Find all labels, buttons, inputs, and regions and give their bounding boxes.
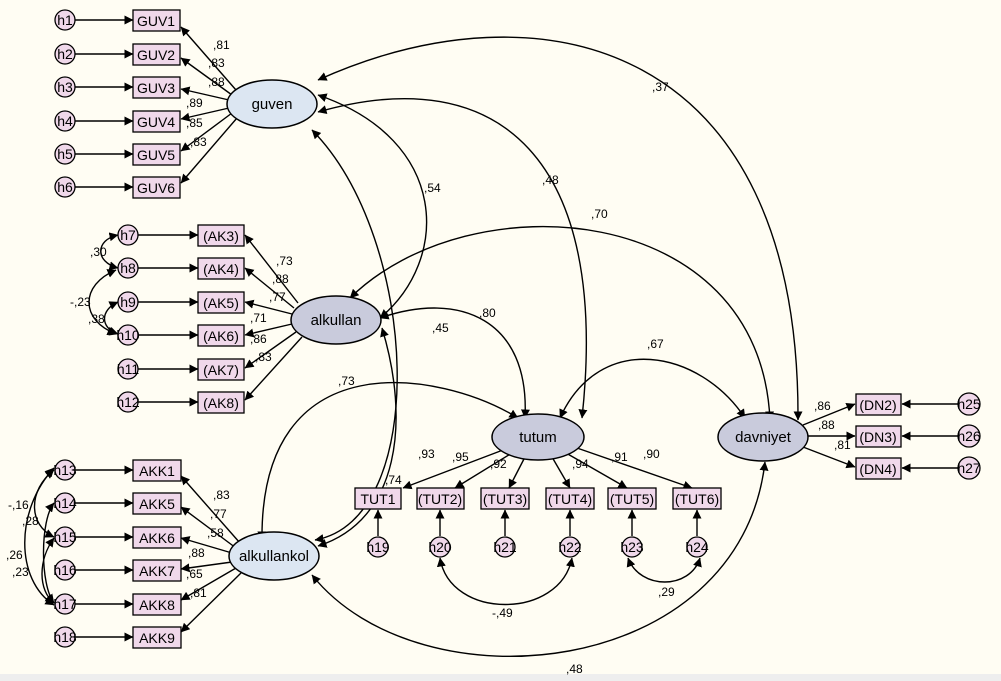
error-label: h24: [685, 539, 709, 555]
loading-akk5: ,77: [210, 507, 227, 521]
latent-tutum: [492, 414, 584, 460]
loading-guv2: ,83: [208, 56, 225, 70]
indicator-guv2: [133, 44, 180, 65]
indicator-label: (AK8): [203, 395, 239, 411]
corr-tutum-davniyet: [560, 359, 745, 418]
error-h17: [53, 594, 77, 614]
loading-akk8: ,65: [186, 567, 203, 581]
indicator-label: (AK6): [203, 328, 239, 344]
error-h4: [55, 111, 75, 131]
indicator-label: (TUT6): [674, 491, 720, 507]
error-h5: [55, 144, 75, 164]
error-label: h10: [116, 327, 140, 343]
cov-h20-h22: -,49: [492, 606, 513, 620]
loading-dn2: ,86: [814, 399, 831, 413]
loading-ak5: ,77: [269, 290, 286, 304]
error-h26: [957, 425, 981, 447]
alkullankol-block: [6, 460, 241, 648]
error-h18: [53, 627, 77, 647]
indicator-label: AKK7: [139, 563, 175, 579]
indicator-label: AKK5: [139, 496, 175, 512]
cov-h8-h10: -,23: [70, 295, 91, 309]
indicator-label: GUV3: [136, 80, 176, 96]
latent-davniyet: [718, 413, 808, 461]
indicator-akk8: [133, 594, 181, 615]
corr-alkullankol-tutum: [262, 383, 518, 540]
loading-ak4: ,88: [272, 272, 289, 286]
indicator-dn4: [856, 458, 901, 479]
cov-h14-h17: ,28: [22, 514, 39, 528]
error-h22: [558, 537, 582, 557]
loading-akk6: ,58: [207, 526, 224, 540]
tutum-block: [355, 447, 721, 620]
error-h6: [55, 177, 75, 197]
indicator-label: (TUT5): [609, 491, 655, 507]
corr-guven-tutum: [318, 99, 586, 418]
cov-h13-h17: ,26: [6, 548, 23, 562]
error-label: h15: [53, 529, 77, 545]
error-label: h14: [53, 495, 77, 511]
error-label: h9: [120, 294, 136, 310]
indicator-label: (AK3): [203, 228, 239, 244]
indicator-guv1: [133, 10, 180, 31]
label-alkullan-davniyet: ,70: [591, 207, 608, 221]
label-alkullankol-davniyet: ,48: [566, 662, 583, 676]
error-h12: [116, 392, 140, 412]
indicator-akk9: [133, 627, 181, 648]
loading-tut1: ,74: [385, 473, 402, 487]
loading-guv6: ,83: [190, 135, 207, 149]
indicator-dn3: [856, 426, 901, 447]
indicator-guv5: [133, 144, 180, 165]
latent-alkullankol-label: alkullankol: [238, 548, 310, 565]
loading-ak7: ,86: [250, 332, 267, 346]
error-h21: [493, 537, 517, 557]
indicator-label: AKK1: [139, 463, 175, 479]
indicator-akk1: [133, 460, 181, 481]
indicator-ak3: [198, 225, 244, 246]
indicator-label: GUV1: [136, 13, 176, 29]
latent-alkullankol: [229, 532, 319, 580]
indicator-ak5: [198, 292, 244, 313]
loading-tut5: ,94: [572, 457, 589, 471]
error-label: h13: [53, 462, 77, 478]
indicator-label: (DN3): [859, 429, 897, 445]
indicator-label: GUV2: [136, 47, 176, 63]
error-label: h22: [558, 539, 582, 555]
loading-tut6: ,91: [611, 450, 628, 464]
loading-guv4: ,89: [186, 96, 203, 110]
indicator-akk5: [133, 493, 181, 514]
latent-guven: [227, 80, 317, 128]
indicator-akk7: [133, 560, 181, 581]
cov-h7-h8: ,30: [90, 245, 107, 259]
loading-akk1: ,83: [213, 488, 230, 502]
loading-tut3: ,95: [452, 450, 469, 464]
error-label: h16: [53, 562, 77, 578]
indicator-akk6: [133, 527, 181, 548]
indicator-ak8: [198, 392, 244, 413]
error-h3: [55, 77, 75, 97]
indicator-label: (AK7): [203, 362, 239, 378]
bottom-strip: [0, 674, 1001, 681]
label-tutum-davniyet: ,67: [647, 337, 664, 351]
latent-davniyet-label: davniyet: [735, 429, 791, 446]
label-guven-davniyet: ,37: [652, 80, 669, 94]
latent-guven-label: guven: [251, 96, 293, 113]
indicator-label: (DN4): [859, 461, 897, 477]
indicator-tut6: [673, 488, 721, 509]
indicator-tut2: [417, 488, 464, 509]
label-guven-tutum: ,48: [542, 173, 559, 187]
loading-akk7: ,88: [188, 546, 205, 560]
indicator-label: AKK9: [139, 630, 175, 646]
latent-alkullan-label: alkullan: [310, 312, 362, 329]
error-label: h18: [53, 629, 77, 645]
error-label: h3: [57, 79, 73, 95]
indicator-label: GUV4: [136, 114, 176, 130]
error-label: h25: [957, 396, 981, 412]
indicator-label: (TUT3): [482, 491, 528, 507]
corr-guven-alkullan: [318, 95, 427, 318]
error-h2: [55, 44, 75, 64]
error-h11: [117, 359, 140, 379]
error-h10: [116, 325, 140, 345]
cov-h15-h17: ,23: [12, 565, 29, 579]
latent-tutum-label: tutum: [519, 429, 557, 446]
error-h8: [118, 258, 138, 278]
error-h1: [55, 10, 75, 30]
indicator-guv6: [133, 177, 180, 198]
label-guven-alkullankol: ,45: [432, 321, 449, 335]
cov-h13-h15: -,16: [8, 498, 29, 512]
error-h15: [53, 527, 77, 547]
error-label: h2: [57, 46, 73, 62]
error-h9: [118, 292, 138, 312]
indicator-label: (TUT4): [547, 491, 593, 507]
error-label: h7: [120, 227, 136, 243]
indicator-label: GUV5: [136, 147, 176, 163]
correlation-labels: [338, 80, 669, 676]
loading-guv3: ,88: [208, 75, 225, 89]
loading-tut4: ,92: [490, 457, 507, 471]
loading-ak8: ,83: [255, 350, 272, 364]
davniyet-block: [803, 393, 981, 479]
indicator-label: AKK8: [139, 597, 175, 613]
error-label: h1: [57, 12, 73, 28]
indicator-label: AKK6: [139, 530, 175, 546]
loading-tut2: ,93: [418, 447, 435, 461]
indicator-tut4: [546, 488, 594, 509]
indicator-guv4: [133, 111, 180, 132]
label-alkullan-tutum: ,80: [479, 306, 496, 320]
latent-correlations: [262, 37, 798, 656]
error-h20: [428, 537, 452, 557]
loading-dn3: ,88: [818, 418, 835, 432]
loading-guv5: ,85: [186, 116, 203, 130]
error-h13: [53, 460, 77, 480]
cov-h23-h24: ,29: [658, 585, 675, 599]
indicator-ak6: [198, 325, 244, 346]
error-label: h19: [366, 539, 390, 555]
error-h23: [620, 537, 644, 557]
error-h19: [366, 537, 390, 557]
corr-alkullan-tutum: [380, 308, 525, 418]
error-label: h11: [116, 361, 140, 377]
label-guven-alkullan: ,54: [424, 181, 441, 195]
error-label: h12: [116, 394, 140, 410]
indicator-guv3: [133, 77, 180, 98]
corr-alkullan-alkullankol: [318, 328, 396, 546]
indicator-label: TUT1: [360, 491, 396, 507]
error-covariances: [25, 235, 700, 605]
latent-alkullan: [291, 296, 381, 344]
loading-guv1: ,81: [213, 38, 230, 52]
error-h16: [53, 560, 77, 580]
indicator-dn2: [856, 394, 901, 415]
error-label: h26: [957, 428, 981, 444]
indicator-label: (DN2): [859, 397, 897, 413]
indicator-ak7: [198, 359, 244, 380]
error-label: h20: [428, 539, 452, 555]
error-h14: [53, 493, 77, 513]
indicator-label: (AK5): [203, 295, 239, 311]
error-h25: [957, 393, 981, 415]
loading-ak3: ,73: [276, 254, 293, 268]
corr-alkullan-davniyet: [350, 227, 770, 420]
indicator-label: (AK4): [203, 261, 239, 277]
error-h24: [685, 537, 709, 557]
indicator-label: GUV6: [136, 180, 176, 196]
indicator-label: (TUT2): [417, 491, 463, 507]
indicator-tut5: [608, 488, 656, 509]
loading-tut-extra: ,90: [643, 447, 660, 461]
guven-block: [55, 10, 237, 198]
indicator-tut3: [481, 488, 529, 509]
error-label: h4: [57, 113, 73, 129]
label-alkullankol-tutum: ,73: [338, 374, 355, 388]
indicator-ak4: [198, 258, 244, 279]
error-h27: [957, 457, 981, 479]
error-label: h23: [620, 539, 644, 555]
cov-h9-h10: ,38: [88, 312, 105, 326]
error-label: h21: [493, 539, 517, 555]
error-label: h8: [120, 260, 136, 276]
indicator-tut1: [355, 488, 401, 509]
loading-ak6: ,71: [250, 311, 267, 325]
loading-akk9: ,81: [190, 586, 207, 600]
error-label: h17: [53, 596, 77, 612]
error-label: h5: [57, 146, 73, 162]
error-label: h6: [57, 179, 73, 195]
error-label: h27: [957, 460, 981, 476]
loading-dn4: ,81: [834, 438, 851, 452]
error-h7: [118, 225, 138, 245]
